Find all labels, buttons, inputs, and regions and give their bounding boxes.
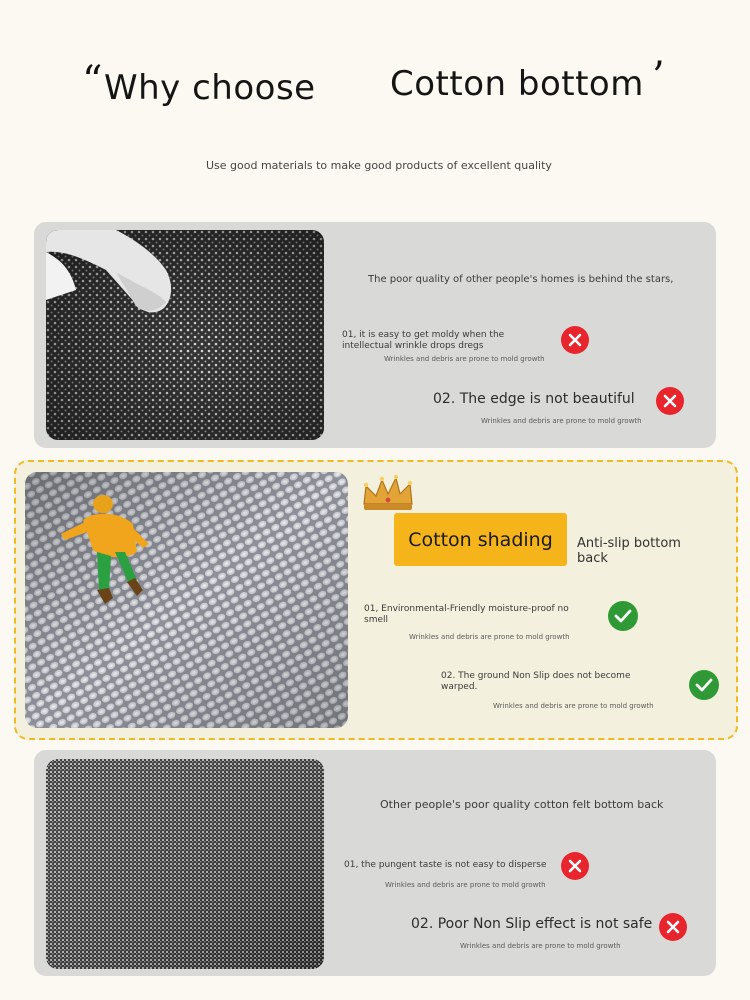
check-circle-icon xyxy=(608,601,638,631)
panel-featured-point-2: 02. The ground Non Slip does not become warped. xyxy=(441,671,631,692)
felt-backing-photo xyxy=(46,759,324,969)
x-circle-icon xyxy=(561,852,589,880)
check-circle-icon xyxy=(689,670,719,700)
anti-slip-label: Anti-slip bottom back xyxy=(577,536,681,566)
panel-bottom-point-2: 02. Poor Non Slip effect is not safe xyxy=(411,916,653,932)
cotton-weave-image xyxy=(25,472,348,728)
crown-icon xyxy=(360,474,416,518)
cotton-weave-photo xyxy=(25,472,348,728)
panel-featured-point-2-note: Wrinkles and debris are prone to mold growth xyxy=(493,702,654,710)
panel-top-heading: The poor quality of other people's homes is behind the stars, xyxy=(368,274,674,285)
page-subtitle: Use good materials to make good products of excellent quality xyxy=(206,159,552,172)
open-quote-mark: “ xyxy=(82,58,103,104)
panel-top-point-2-note: Wrinkles and debris are prone to mold growth xyxy=(481,417,642,425)
panel-featured-point-1: 01, Environmental-Friendly moisture-proof no smell xyxy=(364,604,569,625)
x-circle-icon xyxy=(561,326,589,354)
dotted-backing-photo xyxy=(46,230,324,440)
title-part-1: Why choose xyxy=(104,68,316,108)
panel-top-point-1-note: Wrinkles and debris are prone to mold growth xyxy=(384,355,545,363)
panel-bottom-point-1-note: Wrinkles and debris are prone to mold growth xyxy=(385,881,546,889)
panel-top-point-1: 01, it is easy to get moldy when the intellectual wrinkle drops dregs xyxy=(342,330,505,351)
felt-backing-image xyxy=(46,759,324,969)
panel-bottom-point-1: 01, the pungent taste is not easy to disperse xyxy=(344,860,547,870)
title-part-2: Cotton bottom xyxy=(390,64,644,104)
panel-bottom-heading: Other people's poor quality cotton felt bottom back xyxy=(380,798,664,811)
panel-featured-point-1-note: Wrinkles and debris are prone to mold growth xyxy=(409,633,570,641)
x-circle-icon xyxy=(659,913,687,941)
panel-top-point-2: 02. The edge is not beautiful xyxy=(433,391,635,407)
dotted-backing-image xyxy=(46,230,324,440)
close-quote-mark: ’ xyxy=(652,54,665,100)
cotton-shading-badge: Cotton shading xyxy=(394,513,567,566)
panel-bottom-point-2-note: Wrinkles and debris are prone to mold growth xyxy=(460,942,621,950)
x-circle-icon xyxy=(656,387,684,415)
